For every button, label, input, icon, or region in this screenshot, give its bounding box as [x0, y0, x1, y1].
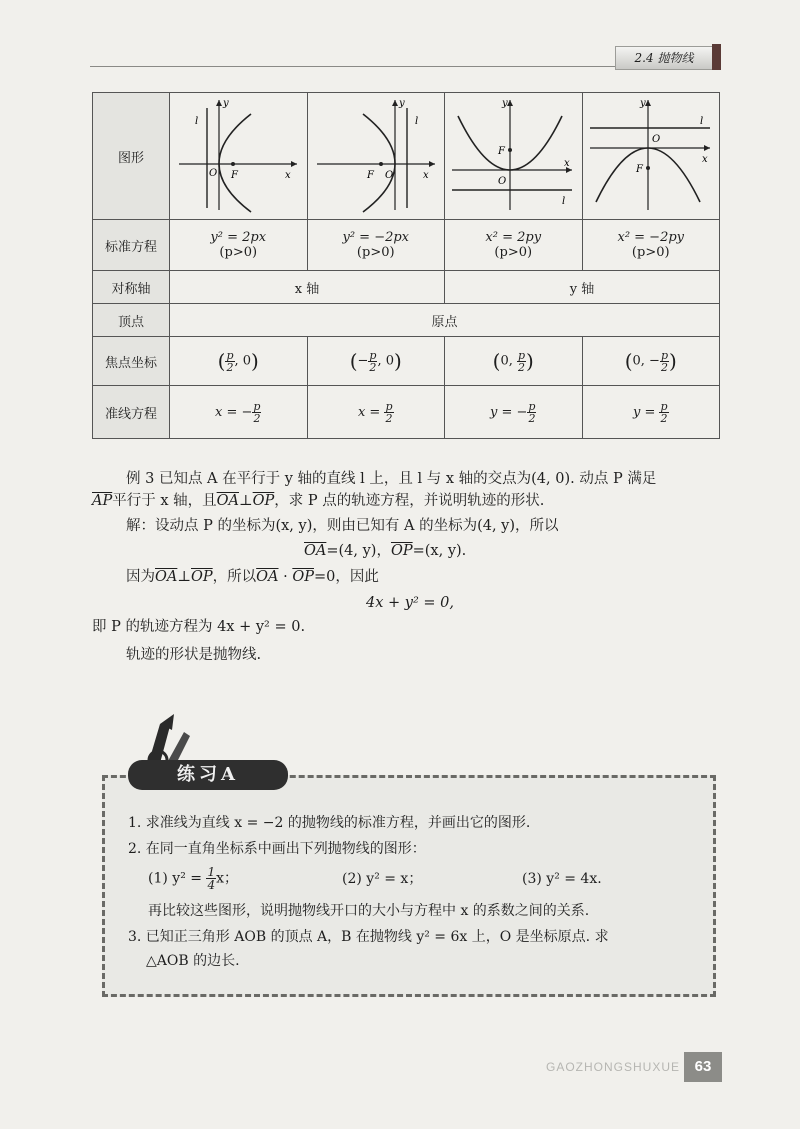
- exercise-q2-note: 再比较这些图形，说明抛物线开口的大小与方程中 x 的系数之间的关系.: [148, 903, 590, 919]
- directrix-cell: x = $\frac{p}{2}$: [307, 386, 445, 439]
- graph-left-opening: [311, 94, 441, 214]
- exercise-q2-option-3: (3) y² = 4x.: [522, 871, 602, 887]
- table-row-axis: [93, 271, 720, 304]
- label-o: O: [651, 134, 660, 145]
- equation-cell: [445, 220, 583, 271]
- equation: x² = −2py: [617, 230, 685, 245]
- exercise-title: 练习A: [128, 760, 288, 790]
- table-row-graph: [93, 93, 720, 220]
- parabola-summary-table: [92, 92, 720, 439]
- label-l: l: [195, 116, 199, 127]
- equation: y² = −2px: [342, 230, 410, 245]
- label-o: O: [384, 170, 393, 181]
- focus-cell: ( $\frac{p}{2}$ , 0): [170, 337, 308, 386]
- label-y: y: [639, 98, 646, 109]
- condition: (p>0): [219, 245, 258, 260]
- row-label-vertex: 顶点: [93, 304, 170, 337]
- label-y: y: [398, 98, 405, 109]
- solution-line-1: 解：设动点 P 的坐标为(x, y)，则由已知有 A 的坐标为(4, y)，所以: [126, 518, 559, 534]
- solution-line-3: 因为$\overline{OA}\perp\overline{OP}$，所以$\overline{OA} \cdot \overline{OP}=0$，因此: [126, 569, 379, 585]
- solution-line-5: 即 P 的轨迹方程为 4x + y² = 0.: [92, 619, 306, 635]
- equation-cell: [582, 220, 720, 271]
- exercise-q2-option-1: (1) y² = $\frac{1}{4}$ x；: [148, 865, 238, 892]
- row-label-graph: 图形: [93, 93, 170, 220]
- footer-series-text: GAOZHONGSHUXUE: [545, 1060, 680, 1074]
- label-f: F: [231, 170, 239, 181]
- focus-cell: (− $\frac{p}{2}$ , 0): [307, 337, 445, 386]
- label-y: y: [223, 98, 229, 109]
- label-x: x: [701, 154, 708, 165]
- row-label-equation: 标准方程: [93, 220, 170, 271]
- graph-cell-right-opening: [170, 93, 308, 220]
- solution-line-6: 轨迹的形状是抛物线.: [126, 647, 262, 663]
- graph-cell-down-opening: [582, 93, 720, 220]
- label-y: y: [502, 98, 508, 109]
- equation-cell: [307, 220, 445, 271]
- label-l: l: [414, 116, 418, 127]
- label-o: O: [498, 176, 507, 187]
- label-l: l: [699, 116, 703, 127]
- label-f: F: [635, 164, 643, 175]
- row-label-directrix: 准线方程: [93, 386, 170, 439]
- condition: (p>0): [631, 245, 670, 260]
- example-line-1: 例 3 已知点 A 在平行于 y 轴的直线 l 上，且 l 与 x 轴的交点为(4, 0). 动点 P 满足: [126, 471, 657, 487]
- table-row-equation: [93, 220, 720, 271]
- axis-cell-y: y 轴: [445, 271, 720, 304]
- axis-cell-x: x 轴: [170, 271, 445, 304]
- section-tag: 2.4 抛物线: [615, 46, 713, 70]
- label-x: x: [422, 170, 429, 181]
- graph-cell-left-opening: [307, 93, 445, 220]
- table-row-vertex: [93, 304, 720, 337]
- label-f: F: [366, 170, 374, 181]
- solution-line-2: $\overline{OA}=(4$, y)，$\overline{OP}=(x$, y).: [304, 543, 467, 559]
- equation: x² = 2py: [485, 230, 542, 245]
- label-l: l: [562, 196, 566, 207]
- directrix-cell: y = − $\frac{p}{2}$: [445, 386, 583, 439]
- row-label-focus: 焦点坐标: [93, 337, 170, 386]
- row-label-axis: 对称轴: [93, 271, 170, 304]
- directrix-cell: y = $\frac{p}{2}$: [582, 386, 720, 439]
- vertex-cell: 原点: [170, 304, 720, 337]
- equation-cell: [170, 220, 308, 271]
- focus-cell: (0, $\frac{p}{2}$ ): [445, 337, 583, 386]
- solution-line-4: 4x + y² = 0,: [366, 595, 454, 611]
- label-x: x: [285, 170, 291, 181]
- exercise-q3-line-2: △AOB 的边长.: [146, 953, 240, 969]
- focus-cell: (0, − $\frac{p}{2}$ ): [582, 337, 720, 386]
- graph-up-opening: [448, 94, 578, 214]
- exercise-q2-option-2: (2) y² = x；: [342, 871, 423, 887]
- label-f: F: [498, 146, 506, 157]
- exercise-q2: 2. 在同一直角坐标系中画出下列抛物线的图形：: [128, 841, 426, 857]
- directrix-cell: x = − $\frac{p}{2}$: [170, 386, 308, 439]
- condition: (p>0): [356, 245, 395, 260]
- header-accent-bar: [712, 44, 721, 70]
- graph-down-opening: [586, 94, 716, 214]
- example-line-2: $\overline{AP}$平行于 x 轴，且$\overline{OA}\perp\overline{OP}$，求 P 点的轨迹方程，并说明轨迹的形状.: [92, 493, 545, 509]
- table-row-directrix: [93, 386, 720, 439]
- exercise-q3-line-1: 3. 已知正三角形 AOB 的顶点 A，B 在抛物线 y² = 6x 上，O 是坐标原点. 求: [128, 929, 609, 945]
- exercise-q1: 1. 求准线为直线 x = −2 的抛物线的标准方程，并画出它的图形.: [128, 815, 531, 831]
- equation: y² = 2px: [210, 230, 267, 245]
- page-number: 63: [684, 1052, 722, 1082]
- graph-right-opening: [173, 94, 303, 214]
- condition: (p>0): [494, 245, 533, 260]
- label-x: x: [564, 158, 570, 169]
- table-row-focus: [93, 337, 720, 386]
- label-o: O: [209, 168, 218, 179]
- graph-cell-up-opening: [445, 93, 583, 220]
